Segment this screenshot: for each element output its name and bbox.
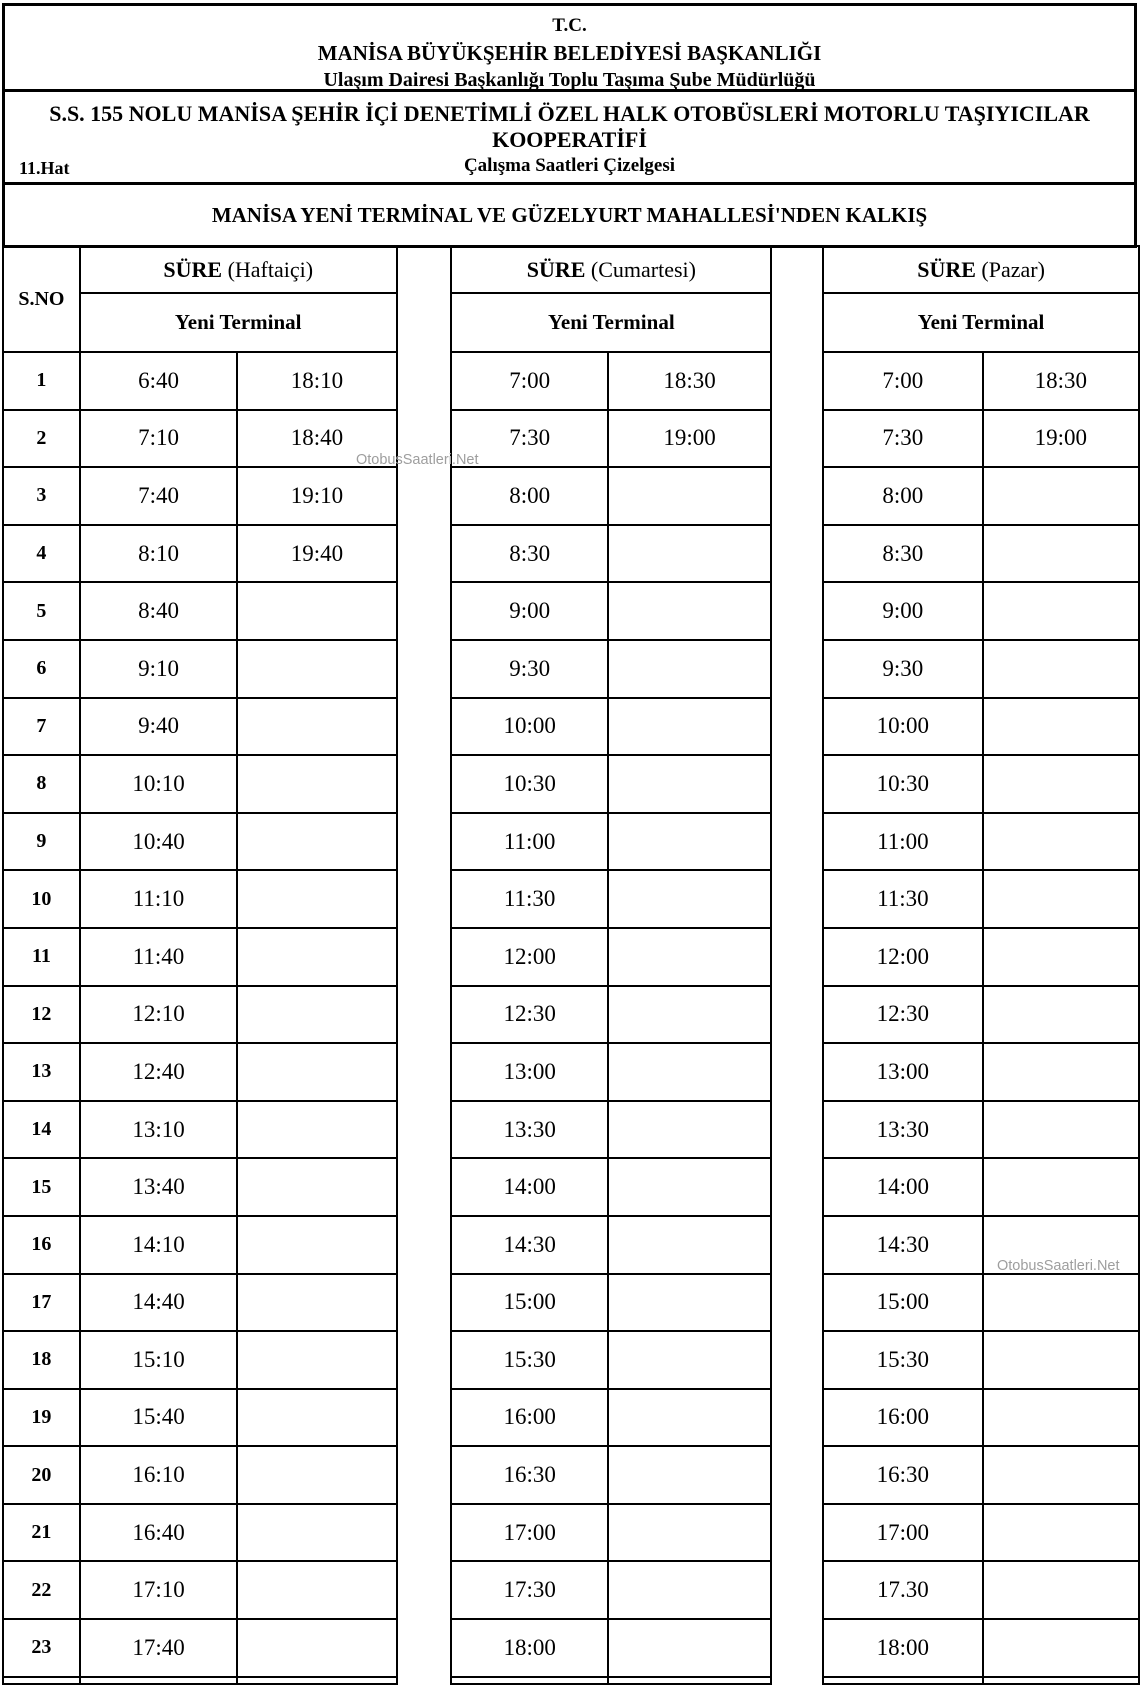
row-number: 12 <box>3 986 80 1044</box>
empty-cell <box>983 698 1139 756</box>
table-row <box>451 352 771 410</box>
departure-time: 13:00 <box>451 1043 607 1101</box>
empty-cell <box>237 813 396 871</box>
table-row <box>823 1274 1139 1332</box>
schedule-section-saturday <box>450 245 772 1685</box>
departure-time: 19:00 <box>983 410 1139 468</box>
empty-cell <box>983 870 1139 928</box>
departure-time: 15:00 <box>823 1274 982 1332</box>
table-row <box>823 352 1139 410</box>
departure-time: 7:10 <box>80 410 237 468</box>
empty-cell <box>608 1043 771 1101</box>
departure-time: 17:30 <box>451 1561 607 1619</box>
empty-cell <box>608 755 771 813</box>
departure-time: 18:00 <box>451 1619 607 1677</box>
row-number: 1 <box>3 352 80 410</box>
departure-time: 17:40 <box>80 1619 237 1677</box>
departure-time: 10:10 <box>80 755 237 813</box>
section-gap <box>772 245 822 258</box>
empty-cell <box>983 1504 1139 1562</box>
empty-cell <box>237 1389 396 1447</box>
table-row <box>3 582 397 640</box>
empty-cell <box>237 1446 396 1504</box>
departure-time: 10:40 <box>80 813 237 871</box>
table-row <box>3 870 397 928</box>
departure-time: 13:00 <box>823 1043 982 1101</box>
departure-time: 9:30 <box>451 640 607 698</box>
table-row <box>823 1619 1139 1677</box>
schedule-section-weekday <box>2 245 398 1685</box>
table-row <box>823 1101 1139 1159</box>
empty-cell <box>983 1101 1139 1159</box>
empty-cell <box>983 1561 1139 1619</box>
table-row <box>451 870 771 928</box>
empty-cell <box>237 1561 396 1619</box>
departure-time: 15:30 <box>823 1331 982 1389</box>
partial-row <box>3 1677 397 1684</box>
empty-cell <box>237 870 396 928</box>
table-row <box>451 1158 771 1216</box>
table-row <box>451 1446 771 1504</box>
row-number: 9 <box>3 813 80 871</box>
empty-cell <box>237 928 396 986</box>
departure-time: 7:40 <box>80 467 237 525</box>
row-number: 18 <box>3 1331 80 1389</box>
departure-time: 9:40 <box>80 698 237 756</box>
row-number: 22 <box>3 1561 80 1619</box>
table-row <box>3 1389 397 1447</box>
table-row <box>3 410 397 468</box>
departure-time: 14:10 <box>80 1216 237 1274</box>
route-number: 11.Hat <box>19 158 70 178</box>
empty-cell <box>983 1158 1139 1216</box>
departure-time: 14:30 <box>823 1216 982 1274</box>
sunday-sure-header <box>823 246 1139 293</box>
table-row <box>451 1504 771 1562</box>
table-row <box>823 1331 1139 1389</box>
empty-cell <box>608 870 771 928</box>
departure-time: 17:00 <box>823 1504 982 1562</box>
empty-cell <box>237 1619 396 1677</box>
departure-time: 7:30 <box>823 410 982 468</box>
table-row <box>823 640 1139 698</box>
table-row <box>823 525 1139 583</box>
row-number: 7 <box>3 698 80 756</box>
row-number: 23 <box>3 1619 80 1677</box>
partial-cell <box>823 1677 982 1684</box>
table-row <box>3 1561 397 1619</box>
departure-time: 13:30 <box>451 1101 607 1159</box>
row-number: 6 <box>3 640 80 698</box>
table-row <box>823 813 1139 871</box>
departure-time: 12:30 <box>823 986 982 1044</box>
departure-time: 7:00 <box>823 352 982 410</box>
empty-cell <box>608 467 771 525</box>
sure-day-label: (Cumartesi) <box>585 256 696 282</box>
row-number: 20 <box>3 1446 80 1504</box>
empty-cell <box>237 1331 396 1389</box>
sunday-times-body <box>823 352 1139 1684</box>
departure-time: 14:40 <box>80 1274 237 1332</box>
table-row <box>451 1101 771 1159</box>
departure-time: 16:10 <box>80 1446 237 1504</box>
departure-time: 15:30 <box>451 1331 607 1389</box>
departure-time: 16:30 <box>451 1446 607 1504</box>
empty-cell <box>983 813 1139 871</box>
sure-day-label: (Pazar) <box>975 256 1045 282</box>
table-row <box>451 698 771 756</box>
empty-cell <box>237 1216 396 1274</box>
empty-cell <box>237 1158 396 1216</box>
sure-label: SÜRE <box>526 256 586 282</box>
departure-time: 14:00 <box>823 1158 982 1216</box>
empty-cell <box>608 1619 771 1677</box>
table-row <box>823 410 1139 468</box>
table-row <box>823 986 1139 1044</box>
table-row <box>823 1043 1139 1101</box>
empty-cell <box>608 1158 771 1216</box>
table-row <box>451 467 771 525</box>
saturday-times-body <box>451 352 771 1684</box>
empty-cell <box>608 1504 771 1562</box>
saturday-terminal-header: Yeni Terminal <box>451 293 771 352</box>
departure-time: 16:00 <box>451 1389 607 1447</box>
departure-time: 12:40 <box>80 1043 237 1101</box>
weekday-sure-header <box>80 246 397 293</box>
empty-cell <box>983 640 1139 698</box>
cooperative-header-box <box>2 89 1137 185</box>
departure-time: 8:30 <box>823 525 982 583</box>
table-row <box>451 582 771 640</box>
row-number: 4 <box>3 525 80 583</box>
sure-label: SÜRE <box>917 256 976 282</box>
empty-cell <box>237 1677 396 1684</box>
schedule-subtitle: Çalışma Saatleri Çizelgesi <box>463 155 676 176</box>
empty-cell <box>237 698 396 756</box>
table-row <box>3 1216 397 1274</box>
row-number: 21 <box>3 1504 80 1562</box>
departure-time: 12:00 <box>823 928 982 986</box>
departure-time: 6:40 <box>80 352 237 410</box>
table-row <box>3 928 397 986</box>
empty-cell <box>608 640 771 698</box>
empty-cell <box>237 1504 396 1562</box>
row-number: 17 <box>3 1274 80 1332</box>
departure-time: 18:00 <box>823 1619 982 1677</box>
empty-cell <box>608 582 771 640</box>
row-number: 2 <box>3 410 80 468</box>
empty-cell <box>237 1101 396 1159</box>
empty-cell <box>237 1043 396 1101</box>
empty-cell <box>608 1389 771 1447</box>
table-row <box>451 1619 771 1677</box>
table-row <box>451 1331 771 1389</box>
departure-time: 10:30 <box>451 755 607 813</box>
departure-time: 12:10 <box>80 986 237 1044</box>
partial-cell <box>3 1677 80 1684</box>
table-row <box>3 525 397 583</box>
empty-cell <box>608 1216 771 1274</box>
departure-time: 19:00 <box>608 410 771 468</box>
empty-cell <box>983 1331 1139 1389</box>
empty-cell <box>608 1561 771 1619</box>
republic-title: T.C. <box>552 15 587 36</box>
empty-cell <box>983 467 1139 525</box>
empty-cell <box>983 1619 1139 1677</box>
row-number: 16 <box>3 1216 80 1274</box>
empty-cell <box>608 1677 771 1684</box>
sunday-terminal-header: Yeni Terminal <box>823 293 1139 352</box>
empty-cell <box>237 1274 396 1332</box>
partial-cell <box>451 1677 607 1684</box>
partial-row <box>823 1677 1139 1684</box>
table-row <box>823 1158 1139 1216</box>
saturday-sure-header <box>451 246 771 293</box>
departure-time: 11:10 <box>80 870 237 928</box>
empty-cell <box>983 755 1139 813</box>
sure-day-label: (Haftaiçi) <box>222 256 314 282</box>
row-number: 19 <box>3 1389 80 1447</box>
table-row <box>3 352 397 410</box>
table-row <box>3 986 397 1044</box>
table-row <box>451 986 771 1044</box>
departure-time: 12:30 <box>451 986 607 1044</box>
watermark-text: OtobusSaatleri.Net <box>356 452 479 468</box>
departure-time: 8:00 <box>823 467 982 525</box>
table-row <box>3 1446 397 1504</box>
departure-time: 16:00 <box>823 1389 982 1447</box>
departure-time: 18:10 <box>237 352 396 410</box>
sno-column-header: S.NO <box>3 246 80 352</box>
empty-cell <box>237 582 396 640</box>
departure-time: 15:40 <box>80 1389 237 1447</box>
row-number: 8 <box>3 755 80 813</box>
row-number: 15 <box>3 1158 80 1216</box>
government-header-box <box>2 3 1137 92</box>
empty-cell <box>608 986 771 1044</box>
empty-cell <box>983 1389 1139 1447</box>
table-row <box>823 467 1139 525</box>
departure-time: 17:00 <box>451 1504 607 1562</box>
departure-time: 18:30 <box>983 352 1139 410</box>
row-number: 3 <box>3 467 80 525</box>
row-number: 5 <box>3 582 80 640</box>
departure-time: 17:10 <box>80 1561 237 1619</box>
table-row <box>823 582 1139 640</box>
table-row <box>451 1043 771 1101</box>
departure-time: 14:30 <box>451 1216 607 1274</box>
departure-time: 18:30 <box>608 352 771 410</box>
table-row <box>3 640 397 698</box>
empty-cell <box>608 928 771 986</box>
departure-time: 19:10 <box>237 467 396 525</box>
cooperative-name-line2: KOOPERATİFİ <box>492 127 647 152</box>
empty-cell <box>608 1101 771 1159</box>
table-row <box>3 1331 397 1389</box>
cooperative-name-line1: S.S. 155 NOLU MANİSA ŞEHİR İÇİ DENETİMLİ ÖZEL HALK OTOBÜSLERİ MOTORLU TAŞIYICILAR <box>49 101 1090 126</box>
empty-cell <box>983 986 1139 1044</box>
empty-cell <box>237 755 396 813</box>
empty-cell <box>608 1274 771 1332</box>
departure-time: 12:00 <box>451 928 607 986</box>
schedule-table-area <box>2 245 1140 1685</box>
table-row <box>823 928 1139 986</box>
table-row <box>3 813 397 871</box>
table-row <box>3 1158 397 1216</box>
table-row <box>3 1043 397 1101</box>
table-row <box>451 1274 771 1332</box>
table-row <box>451 813 771 871</box>
empty-cell <box>983 1677 1139 1684</box>
row-number: 13 <box>3 1043 80 1101</box>
empty-cell <box>983 928 1139 986</box>
table-row <box>823 870 1139 928</box>
departure-time: 18:40 <box>237 410 396 468</box>
departure-time: 11:30 <box>451 870 607 928</box>
table-row <box>451 410 771 468</box>
empty-cell <box>608 525 771 583</box>
department-title: Ulaşım Dairesi Başkanlığı Toplu Taşıma Şube Müdürlüğü <box>323 69 816 91</box>
table-row <box>823 1561 1139 1619</box>
departure-time: 11:40 <box>80 928 237 986</box>
empty-cell <box>983 1043 1139 1101</box>
departure-time: 16:40 <box>80 1504 237 1562</box>
table-row <box>3 467 397 525</box>
table-row <box>3 1101 397 1159</box>
departure-time: 16:30 <box>823 1446 982 1504</box>
departure-time: 15:00 <box>451 1274 607 1332</box>
table-row <box>823 1389 1139 1447</box>
empty-cell <box>983 1274 1139 1332</box>
schedule-section-sunday <box>822 245 1140 1685</box>
departure-time: 8:10 <box>80 525 237 583</box>
departure-banner-text: MANİSA YENİ TERMİNAL VE GÜZELYURT MAHALLESİ'NDEN KALKIŞ <box>211 202 928 227</box>
table-row <box>3 1504 397 1562</box>
empty-cell <box>983 582 1139 640</box>
empty-cell <box>608 1331 771 1389</box>
table-row <box>823 755 1139 813</box>
empty-cell <box>608 1446 771 1504</box>
departure-time: 7:00 <box>451 352 607 410</box>
departure-time: 15:10 <box>80 1331 237 1389</box>
departure-time: 11:00 <box>823 813 982 871</box>
departure-time: 11:30 <box>823 870 982 928</box>
table-row <box>823 698 1139 756</box>
departure-time: 10:30 <box>823 755 982 813</box>
table-row <box>451 928 771 986</box>
empty-cell <box>608 698 771 756</box>
departure-time: 9:10 <box>80 640 237 698</box>
empty-cell <box>237 640 396 698</box>
table-row <box>451 1561 771 1619</box>
row-number: 11 <box>3 928 80 986</box>
departure-time: 9:30 <box>823 640 982 698</box>
table-row <box>3 698 397 756</box>
table-row <box>3 755 397 813</box>
table-row <box>451 1389 771 1447</box>
row-number: 14 <box>3 1101 80 1159</box>
departure-time: 13:10 <box>80 1101 237 1159</box>
departure-time: 7:30 <box>451 410 607 468</box>
table-row <box>451 755 771 813</box>
table-row <box>451 640 771 698</box>
departure-time: 9:00 <box>451 582 607 640</box>
empty-cell <box>983 525 1139 583</box>
departure-time: 13:30 <box>823 1101 982 1159</box>
empty-cell <box>983 1446 1139 1504</box>
table-row <box>451 525 771 583</box>
weekday-times-body <box>3 352 397 1684</box>
table-row <box>823 1504 1139 1562</box>
partial-cell <box>80 1677 237 1684</box>
departure-time: 11:00 <box>451 813 607 871</box>
table-row <box>3 1619 397 1677</box>
empty-cell <box>608 813 771 871</box>
departure-time: 10:00 <box>823 698 982 756</box>
weekday-terminal-header: Yeni Terminal <box>80 293 397 352</box>
departure-time: 10:00 <box>451 698 607 756</box>
sure-label: SÜRE <box>163 256 223 282</box>
section-gap <box>398 245 451 258</box>
table-row <box>823 1446 1139 1504</box>
departure-time: 8:40 <box>80 582 237 640</box>
table-row <box>3 1274 397 1332</box>
departure-time: 14:00 <box>451 1158 607 1216</box>
departure-time: 8:30 <box>451 525 607 583</box>
empty-cell <box>237 986 396 1044</box>
departure-time: 13:40 <box>80 1158 237 1216</box>
partial-row <box>451 1677 771 1684</box>
departure-time: 17.30 <box>823 1561 982 1619</box>
row-number: 10 <box>3 870 80 928</box>
municipality-title: MANİSA BÜYÜKŞEHİR BELEDİYESİ BAŞKANLIĞI <box>317 41 822 65</box>
watermark-text: OtobusSaatleri.Net <box>997 1258 1120 1274</box>
table-row <box>451 1216 771 1274</box>
departure-banner <box>2 182 1137 248</box>
departure-time: 9:00 <box>823 582 982 640</box>
departure-time: 8:00 <box>451 467 607 525</box>
departure-time: 19:40 <box>237 525 396 583</box>
